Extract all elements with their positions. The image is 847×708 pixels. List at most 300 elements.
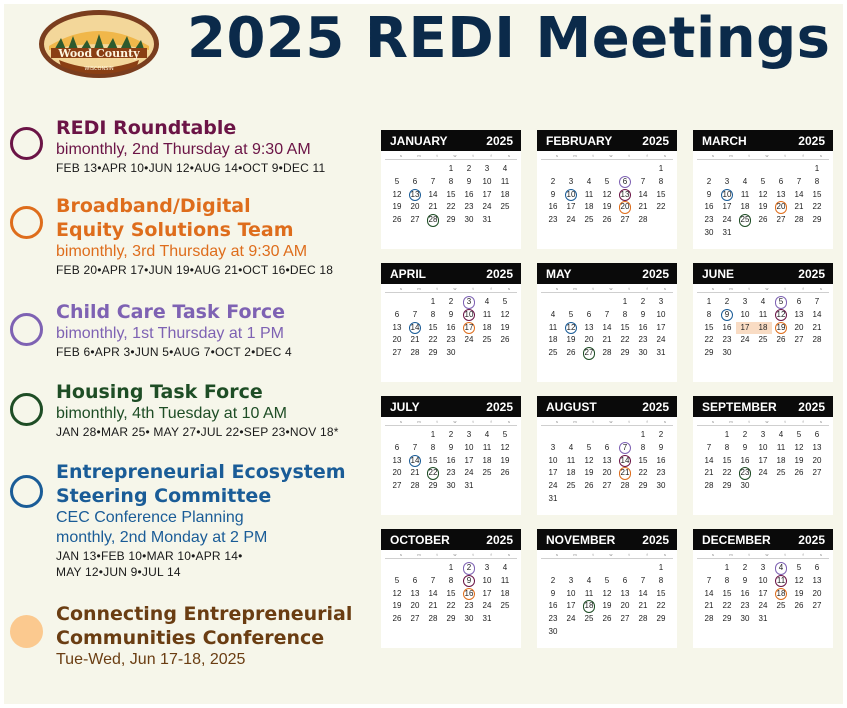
- day-number: 15: [722, 455, 732, 465]
- day-number: 4: [775, 562, 788, 575]
- day-cell: [580, 455, 598, 468]
- day-number: 16: [740, 588, 750, 598]
- day-cell: [580, 309, 598, 322]
- day-cell: [388, 347, 406, 360]
- svg-text:Wood County: Wood County: [58, 47, 140, 60]
- weekday-label: t: [748, 286, 750, 291]
- day-number: 16: [548, 202, 558, 212]
- day-number: 8: [640, 442, 646, 452]
- day-cell: [442, 176, 460, 189]
- weekday-label: w: [453, 286, 457, 291]
- day-cell: [388, 201, 406, 214]
- day-cell: [790, 309, 808, 322]
- day-number: 8: [658, 575, 664, 585]
- day-cell: [598, 575, 616, 588]
- day-number: 21: [410, 468, 420, 478]
- weekday-header: [541, 151, 673, 160]
- day-number: 5: [502, 297, 508, 306]
- day-cell: [736, 442, 754, 455]
- day-number: 19: [602, 601, 612, 611]
- day-cell: [442, 309, 460, 322]
- month-name: JULY: [390, 399, 420, 414]
- day-cell: [406, 189, 424, 202]
- day-number: 17: [566, 601, 576, 611]
- day-number: 2: [706, 176, 712, 186]
- day-cell: [808, 322, 826, 335]
- weekday-label: t: [472, 153, 474, 158]
- month-name: SEPTEMBER: [702, 399, 777, 414]
- day-cell: [700, 201, 718, 214]
- day-cell: [652, 347, 670, 360]
- day-number: 9: [742, 575, 748, 585]
- day-cell: [460, 309, 478, 322]
- day-cell: [700, 227, 718, 240]
- day-number: 30: [638, 348, 648, 358]
- day-number: 16: [446, 322, 456, 332]
- weekday-label: m: [729, 552, 733, 557]
- day-number: 13: [812, 442, 822, 452]
- weekday-label: s: [664, 286, 666, 291]
- meeting-schedule: Tue-Wed, Jun 17-18, 2025: [56, 651, 246, 668]
- day-number: 7: [412, 309, 418, 319]
- day-number: 6: [796, 297, 802, 306]
- day-cell: [652, 189, 670, 202]
- day-cell: [772, 588, 790, 601]
- day-cell: [544, 493, 562, 506]
- day-number: 13: [392, 322, 402, 332]
- day-cell: [634, 455, 652, 468]
- empty-day: [424, 562, 442, 575]
- day-number: 18: [566, 468, 576, 478]
- weekday-label: f: [646, 286, 648, 291]
- day-number: 24: [464, 335, 474, 345]
- day-cell: [772, 429, 790, 442]
- day-cell: [496, 575, 514, 588]
- day-number: 25: [776, 601, 786, 611]
- day-number: 18: [500, 189, 510, 199]
- day-number: 6: [394, 309, 400, 319]
- day-number: 14: [602, 322, 612, 332]
- day-number: 5: [394, 575, 400, 585]
- day-cell: [442, 296, 460, 309]
- day-cell: [736, 429, 754, 442]
- day-number: 29: [812, 215, 822, 225]
- day-number: 6: [604, 442, 610, 452]
- day-cell: [388, 588, 406, 601]
- empty-day: [580, 296, 598, 309]
- weekday-header: [697, 550, 829, 559]
- weekday-label: m: [417, 419, 421, 424]
- day-cell: [700, 442, 718, 455]
- weekday-label: f: [802, 419, 804, 424]
- weekday-label: w: [609, 419, 613, 424]
- day-cell: [652, 455, 670, 468]
- day-number: 13: [584, 322, 594, 332]
- day-cell: [460, 467, 478, 480]
- day-cell: [496, 588, 514, 601]
- weekday-header: [697, 151, 829, 160]
- day-cell: [442, 334, 460, 347]
- day-cell: [460, 575, 478, 588]
- weekday-label: t: [436, 552, 438, 557]
- day-cell: [754, 334, 772, 347]
- day-number: 10: [740, 309, 750, 319]
- day-number: 24: [566, 215, 576, 225]
- day-cell: [634, 613, 652, 626]
- day-cell: [442, 163, 460, 176]
- day-number: 28: [638, 614, 648, 624]
- meeting-name: Broadband/Digital Equity Solutions Team: [56, 195, 294, 241]
- day-cell: [478, 613, 496, 626]
- day-cell: [772, 467, 790, 480]
- day-number: 3: [724, 176, 730, 186]
- day-number: 11: [740, 189, 750, 199]
- day-number: 22: [656, 202, 666, 212]
- day-cell: [790, 189, 808, 202]
- day-number: 8: [448, 575, 454, 585]
- day-number: 10: [721, 189, 734, 202]
- weekday-label: t: [592, 552, 594, 557]
- day-number: 23: [739, 467, 752, 480]
- day-cell: [460, 429, 478, 442]
- day-number: 1: [814, 164, 820, 173]
- day-number: 1: [658, 164, 664, 173]
- weekday-label: t: [472, 552, 474, 557]
- day-cell: [718, 613, 736, 626]
- day-cell: [424, 455, 442, 468]
- day-number: 31: [758, 614, 768, 624]
- day-cell: [424, 600, 442, 613]
- weekday-label: t: [472, 419, 474, 424]
- weekday-label: s: [400, 153, 402, 158]
- day-number: 25: [584, 215, 594, 225]
- day-number: 7: [706, 442, 712, 452]
- weekday-header: [385, 151, 517, 160]
- day-cell: [718, 309, 736, 322]
- day-number: 15: [638, 455, 648, 465]
- day-number: 21: [704, 601, 714, 611]
- day-number: 23: [446, 335, 456, 345]
- day-number: 17: [758, 588, 768, 598]
- day-cell: [652, 467, 670, 480]
- day-cell: [442, 562, 460, 575]
- day-cell: [580, 467, 598, 480]
- day-cell: [424, 176, 442, 189]
- day-cell: [406, 322, 424, 335]
- day-number: 6: [619, 176, 632, 189]
- month-name: JANUARY: [390, 133, 448, 148]
- day-number: 17: [482, 588, 492, 598]
- day-cell: [544, 575, 562, 588]
- day-cell: [544, 201, 562, 214]
- day-number: 7: [706, 575, 712, 585]
- day-number: 26: [566, 348, 576, 358]
- page-title: 2025 REDI Meetings: [187, 6, 831, 71]
- day-cell: [460, 613, 478, 626]
- day-number: 28: [812, 335, 822, 345]
- day-number: 5: [586, 442, 592, 452]
- day-number: 30: [704, 227, 714, 237]
- day-number: 20: [392, 335, 402, 345]
- day-number: 18: [758, 322, 768, 332]
- day-cell: [652, 296, 670, 309]
- day-number: 22: [656, 601, 666, 611]
- day-cell: [562, 334, 580, 347]
- day-number: 28: [704, 614, 714, 624]
- day-number: 10: [463, 309, 476, 322]
- day-cell: [808, 214, 826, 227]
- day-cell: [616, 309, 634, 322]
- day-number: 24: [464, 468, 474, 478]
- day-number: 26: [776, 335, 786, 345]
- day-cell: [700, 613, 718, 626]
- day-cell: [580, 347, 598, 360]
- day-cell: [406, 214, 424, 227]
- day-number: 30: [446, 348, 456, 358]
- day-number: 24: [722, 215, 732, 225]
- day-cell: [718, 201, 736, 214]
- day-cell: [652, 613, 670, 626]
- day-cell: [496, 322, 514, 335]
- day-number: 7: [412, 442, 418, 452]
- day-cell: [616, 334, 634, 347]
- day-cell: [580, 201, 598, 214]
- meeting-dates: MAY 12•JUN 9•JUL 14: [56, 565, 181, 579]
- empty-day: [388, 429, 406, 442]
- day-number: 12: [602, 588, 612, 598]
- empty-day: [616, 163, 634, 176]
- day-cell: [718, 562, 736, 575]
- day-number: 20: [619, 201, 632, 214]
- day-cell: [544, 309, 562, 322]
- day-number: 25: [500, 601, 510, 611]
- day-cell: [460, 176, 478, 189]
- day-number: 19: [500, 455, 510, 465]
- day-number: 26: [392, 215, 402, 225]
- circle-marker-icon: [10, 615, 43, 648]
- day-number: 24: [548, 481, 558, 491]
- day-number: 21: [410, 335, 420, 345]
- day-cell: [736, 613, 754, 626]
- day-number: 11: [482, 309, 492, 319]
- day-number: 22: [722, 468, 732, 478]
- day-cell: [598, 613, 616, 626]
- day-number: 3: [568, 176, 574, 186]
- day-number: 17: [758, 455, 768, 465]
- day-cell: [562, 613, 580, 626]
- weekday-label: w: [453, 419, 457, 424]
- day-cell: [634, 334, 652, 347]
- day-cell: [616, 442, 634, 455]
- weekday-label: f: [802, 286, 804, 291]
- day-number: 24: [566, 614, 576, 624]
- day-cell: [562, 575, 580, 588]
- day-cell: [808, 176, 826, 189]
- month-header: [693, 263, 833, 284]
- empty-day: [424, 163, 442, 176]
- day-number: 31: [656, 348, 666, 358]
- day-cell: [544, 189, 562, 202]
- day-number: 19: [794, 455, 804, 465]
- day-number: 20: [794, 322, 804, 332]
- empty-day: [562, 562, 580, 575]
- month-calendar: [381, 263, 521, 382]
- month-year: 2025: [486, 133, 513, 148]
- day-cell: [790, 600, 808, 613]
- weekday-label: f: [490, 153, 492, 158]
- weekday-label: s: [820, 552, 822, 557]
- day-cell: [544, 467, 562, 480]
- day-number: 18: [776, 455, 786, 465]
- weekday-header: [541, 284, 673, 293]
- empty-day: [388, 163, 406, 176]
- weekday-label: s: [664, 552, 666, 557]
- day-cell: [598, 442, 616, 455]
- empty-day: [544, 429, 562, 442]
- day-cell: [562, 189, 580, 202]
- day-number: 9: [706, 189, 712, 199]
- weekday-label: s: [712, 286, 714, 291]
- day-number: 5: [796, 563, 802, 572]
- day-number: 19: [794, 588, 804, 598]
- day-number: 4: [586, 176, 592, 186]
- weekday-label: w: [765, 419, 769, 424]
- month-name: MARCH: [702, 133, 747, 148]
- day-number: 28: [410, 481, 420, 491]
- day-cell: [718, 575, 736, 588]
- day-cell: [406, 347, 424, 360]
- empty-day: [544, 163, 562, 176]
- day-number: 10: [464, 442, 474, 452]
- day-cell: [634, 347, 652, 360]
- day-cell: [562, 322, 580, 335]
- day-number: 8: [430, 442, 436, 452]
- day-number: 16: [446, 455, 456, 465]
- weekday-label: m: [729, 153, 733, 158]
- weekday-label: s: [712, 419, 714, 424]
- month-year: 2025: [798, 133, 825, 148]
- month-year: 2025: [486, 399, 513, 414]
- day-cell: [634, 296, 652, 309]
- day-number: 20: [620, 601, 630, 611]
- day-number: 31: [482, 614, 492, 624]
- day-number: 11: [584, 588, 594, 598]
- day-number: 3: [658, 297, 664, 306]
- day-cell: [496, 296, 514, 309]
- day-number: 27: [392, 348, 402, 358]
- weekday-label: w: [453, 552, 457, 557]
- day-number: 8: [706, 309, 712, 319]
- day-cell: [460, 455, 478, 468]
- month-year: 2025: [642, 133, 669, 148]
- day-cell: [718, 176, 736, 189]
- day-number: 2: [742, 430, 748, 439]
- day-number: 2: [466, 164, 472, 173]
- day-cell: [544, 334, 562, 347]
- weekday-label: f: [490, 286, 492, 291]
- day-number: 27: [812, 601, 822, 611]
- day-number: 4: [778, 430, 784, 439]
- day-number: 21: [794, 202, 804, 212]
- day-number: 14: [704, 455, 714, 465]
- day-cell: [424, 334, 442, 347]
- day-number: 15: [620, 322, 630, 332]
- day-number: 4: [760, 297, 766, 306]
- weekday-header: [385, 550, 517, 559]
- day-cell: [442, 588, 460, 601]
- day-number: 8: [430, 309, 436, 319]
- day-cell: [652, 429, 670, 442]
- day-number: 26: [584, 481, 594, 491]
- day-number: 26: [794, 601, 804, 611]
- day-cell: [562, 588, 580, 601]
- weekday-label: t: [748, 153, 750, 158]
- day-cell: [754, 176, 772, 189]
- day-cell: [736, 296, 754, 309]
- day-number: 31: [482, 215, 492, 225]
- day-cell: [700, 189, 718, 202]
- day-cell: [772, 562, 790, 575]
- month-calendar: [381, 396, 521, 515]
- day-number: 9: [640, 309, 646, 319]
- day-number: 22: [638, 468, 648, 478]
- day-number: 16: [740, 455, 750, 465]
- day-number: 27: [583, 347, 596, 360]
- day-number: 28: [410, 348, 420, 358]
- day-cell: [442, 201, 460, 214]
- day-number: 14: [704, 588, 714, 598]
- circle-marker-icon: [10, 127, 43, 160]
- day-number: 11: [500, 575, 510, 585]
- day-number: 12: [565, 322, 578, 335]
- day-number: 7: [796, 176, 802, 186]
- empty-day: [580, 163, 598, 176]
- day-number: 15: [446, 189, 456, 199]
- day-cell: [460, 334, 478, 347]
- day-cell: [616, 613, 634, 626]
- day-cell: [388, 455, 406, 468]
- day-cell: [736, 334, 754, 347]
- day-number: 2: [550, 176, 556, 186]
- day-cell: [754, 455, 772, 468]
- day-cell: [736, 575, 754, 588]
- day-number: 31: [548, 493, 558, 503]
- circle-marker-icon: [10, 475, 43, 508]
- day-cell: [718, 322, 736, 335]
- day-number: 23: [548, 614, 558, 624]
- day-number: 2: [463, 562, 476, 575]
- day-cell: [562, 176, 580, 189]
- day-cell: [496, 600, 514, 613]
- day-cell: [424, 442, 442, 455]
- day-cell: [406, 455, 424, 468]
- day-number: 27: [410, 614, 420, 624]
- day-cell: [754, 429, 772, 442]
- day-cell: [598, 334, 616, 347]
- day-number: 10: [758, 442, 768, 452]
- day-number: 1: [448, 563, 454, 572]
- day-cell: [442, 442, 460, 455]
- day-number: 25: [548, 348, 558, 358]
- weekday-label: m: [729, 419, 733, 424]
- day-cell: [754, 467, 772, 480]
- weekday-label: s: [400, 419, 402, 424]
- month-header: [381, 263, 521, 284]
- day-number: 22: [427, 467, 440, 480]
- day-number: 13: [392, 455, 402, 465]
- day-number: 11: [758, 309, 768, 319]
- day-number: 5: [604, 176, 610, 186]
